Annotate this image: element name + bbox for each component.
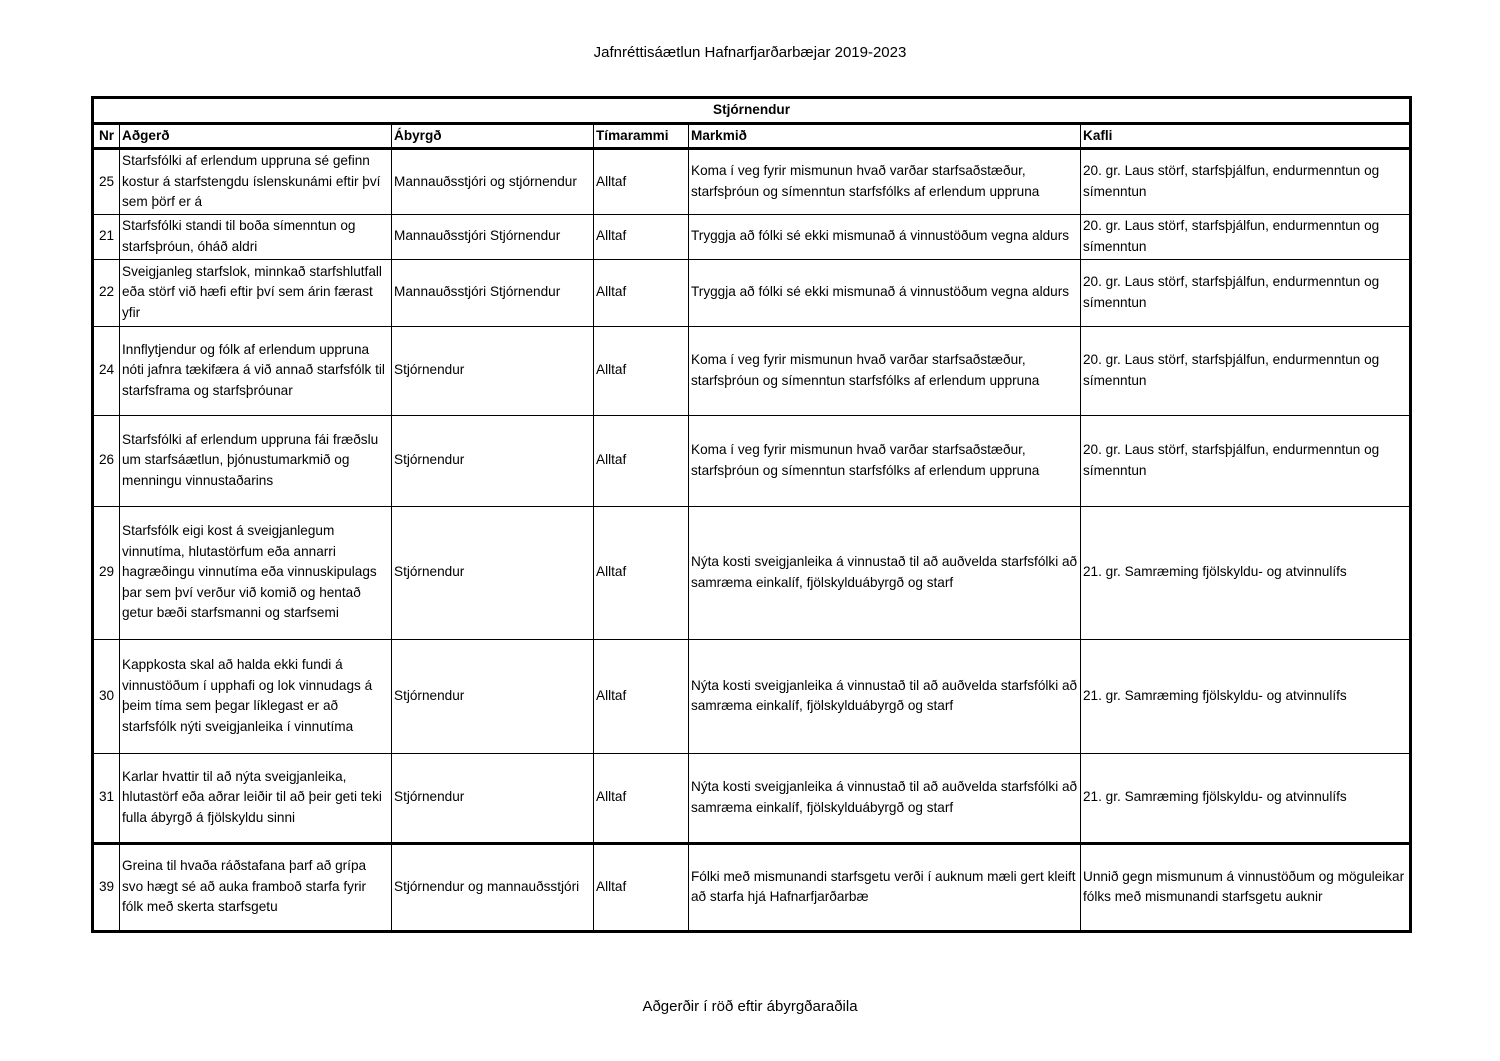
section-header-row <box>93 98 1411 124</box>
cell-abyrgd: Stjórnendur <box>392 326 594 415</box>
cell-kafli: Unnið gegn mismunum á vinnustöðum og möguleikar fólks með mismunandi starfsgetu auknir <box>1081 843 1411 931</box>
cell-markmid: Nýta kosti sveigjanleika á vinnustað til að auðvelda starfsfólki að samræma einkalíf, fjölskylduábyrgð og starf <box>689 506 1081 639</box>
table-row <box>93 843 1411 931</box>
cell-markmid: Tryggja að fólki sé ekki mismunað á vinnustöðum vegna aldurs <box>689 214 1081 259</box>
cell-timarammi: Alltaf <box>594 843 689 931</box>
action-plan-table <box>91 96 1412 933</box>
page-header-title: Jafnréttisáætlun Hafnarfjarðarbæjar 2019-2023 <box>593 44 907 61</box>
cell-timarammi: Alltaf <box>594 214 689 259</box>
page-footer-text: Aðgerðir í röð eftir ábyrgðaraðila <box>642 998 858 1015</box>
cell-kafli: 20. gr. Laus störf, starfsþjálfun, endurmenntun og símenntun <box>1081 214 1411 259</box>
cell-markmid: Tryggja að fólki sé ekki mismunað á vinnustöðum vegna aldurs <box>689 259 1081 326</box>
table-row <box>93 149 1411 215</box>
cell-abyrgd: Mannauðsstjóri og stjórnendur <box>392 149 594 215</box>
cell-adgerd: Sveigjanleg starfslok, minnkað starfshlutfall eða störf við hæfi eftir því sem árin færast yfir <box>120 259 392 326</box>
cell-abyrgd: Mannauðsstjóri Stjórnendur <box>392 259 594 326</box>
cell-adgerd: Starfsfólki af erlendum uppruna sé gefinn kostur á starfstengdu íslenskunámi eftir því sem þörf er á <box>120 149 392 215</box>
cell-markmid: Koma í veg fyrir mismunun hvað varðar starfsaðstæður, starfsþróun og símenntun starfsfólks af erlendum uppruna <box>689 415 1081 506</box>
column-header-adgerd: Aðgerð <box>120 123 392 149</box>
table-row <box>93 415 1411 506</box>
cell-abyrgd: Stjórnendur <box>392 506 594 639</box>
cell-adgerd: Starfsfólki af erlendum uppruna fái fræðslu um starfsáætlun, þjónustumarkmið og menningu vinnustaðarins <box>120 415 392 506</box>
cell-nr: 26 <box>93 415 120 506</box>
cell-timarammi: Alltaf <box>594 415 689 506</box>
cell-markmid: Koma í veg fyrir mismunun hvað varðar starfsaðstæður, starfsþróun og símenntun starfsfólks af erlendum uppruna <box>689 149 1081 215</box>
cell-timarammi: Alltaf <box>594 753 689 843</box>
cell-timarammi: Alltaf <box>594 259 689 326</box>
cell-kafli: 20. gr. Laus störf, starfsþjálfun, endurmenntun og símenntun <box>1081 415 1411 506</box>
column-header-kafli: Kafli <box>1081 123 1411 149</box>
table-row <box>93 259 1411 326</box>
cell-abyrgd: Stjórnendur og mannauðsstjóri <box>392 843 594 931</box>
cell-adgerd: Karlar hvattir til að nýta sveigjanleika, hlutastörf eða aðrar leiðir til að þeir geti teki fulla ábyrgð á fjölskyldu sinni <box>120 753 392 843</box>
cell-markmid: Nýta kosti sveigjanleika á vinnustað til að auðvelda starfsfólki að samræma einkalíf, fjölskylduábyrgð og starf <box>689 753 1081 843</box>
cell-timarammi: Alltaf <box>594 326 689 415</box>
cell-adgerd: Starfsfólki standi til boða símenntun og starfsþróun, óháð aldri <box>120 214 392 259</box>
section-title: Stjórnendur <box>93 98 1411 124</box>
cell-adgerd: Kappkosta skal að halda ekki fundi á vinnustöðum í upphafi og lok vinnudags á þeim tíma sem þegar líklegast er að starfsfólk nýti sveigjanleika í vinnutíma <box>120 639 392 753</box>
cell-nr: 22 <box>93 259 120 326</box>
cell-kafli: 21. gr. Samræming fjölskyldu- og atvinnulífs <box>1081 753 1411 843</box>
table-row <box>93 753 1411 843</box>
cell-markmid: Fólki með mismunandi starfsgetu verði í auknum mæli gert kleift að starfa hjá Hafnarfjarðarbæ <box>689 843 1081 931</box>
cell-adgerd: Starfsfólk eigi kost á sveigjanlegum vinnutíma, hlutastörfum eða annarri hagræðingu vinnutíma eða vinnuskipulags þar sem því verður við komið og hentað getur bæði starfsmanni og starfsemi <box>120 506 392 639</box>
cell-kafli: 21. gr. Samræming fjölskyldu- og atvinnulífs <box>1081 506 1411 639</box>
column-header-row <box>93 123 1411 149</box>
cell-kafli: 20. gr. Laus störf, starfsþjálfun, endurmenntun og símenntun <box>1081 149 1411 215</box>
column-header-abyrgd: Ábyrgð <box>392 123 594 149</box>
cell-kafli: 20. gr. Laus störf, starfsþjálfun, endurmenntun og símenntun <box>1081 259 1411 326</box>
cell-adgerd: Innflytjendur og fólk af erlendum uppruna nóti jafnra tækifæra á við annað starfsfólk til starfsframa og starfsþróunar <box>120 326 392 415</box>
cell-nr: 39 <box>93 843 120 931</box>
cell-nr: 29 <box>93 506 120 639</box>
cell-kafli: 20. gr. Laus störf, starfsþjálfun, endurmenntun og símenntun <box>1081 326 1411 415</box>
cell-nr: 25 <box>93 149 120 215</box>
column-header-timarammi: Tímarammi <box>594 123 689 149</box>
cell-timarammi: Alltaf <box>594 506 689 639</box>
table-row <box>93 639 1411 753</box>
cell-abyrgd: Stjórnendur <box>392 639 594 753</box>
cell-markmid: Nýta kosti sveigjanleika á vinnustað til að auðvelda starfsfólki að samræma einkalíf, fjölskylduábyrgð og starf <box>689 639 1081 753</box>
column-header-markmid: Markmið <box>689 123 1081 149</box>
cell-timarammi: Alltaf <box>594 639 689 753</box>
cell-nr: 24 <box>93 326 120 415</box>
table-row <box>93 214 1411 259</box>
cell-nr: 30 <box>93 639 120 753</box>
cell-kafli: 21. gr. Samræming fjölskyldu- og atvinnulífs <box>1081 639 1411 753</box>
table-row <box>93 506 1411 639</box>
cell-nr: 21 <box>93 214 120 259</box>
cell-nr: 31 <box>93 753 120 843</box>
cell-abyrgd: Mannauðsstjóri Stjórnendur <box>392 214 594 259</box>
cell-abyrgd: Stjórnendur <box>392 753 594 843</box>
cell-abyrgd: Stjórnendur <box>392 415 594 506</box>
cell-timarammi: Alltaf <box>594 149 689 215</box>
column-header-nr: Nr <box>93 123 120 149</box>
cell-markmid: Koma í veg fyrir mismunun hvað varðar starfsaðstæður, starfsþróun og símenntun starfsfólks af erlendum uppruna <box>689 326 1081 415</box>
table-row <box>93 326 1411 415</box>
cell-adgerd: Greina til hvaða ráðstafana þarf að grípa svo hægt sé að auka framboð starfa fyrir fólk með skerta starfsgetu <box>120 843 392 931</box>
